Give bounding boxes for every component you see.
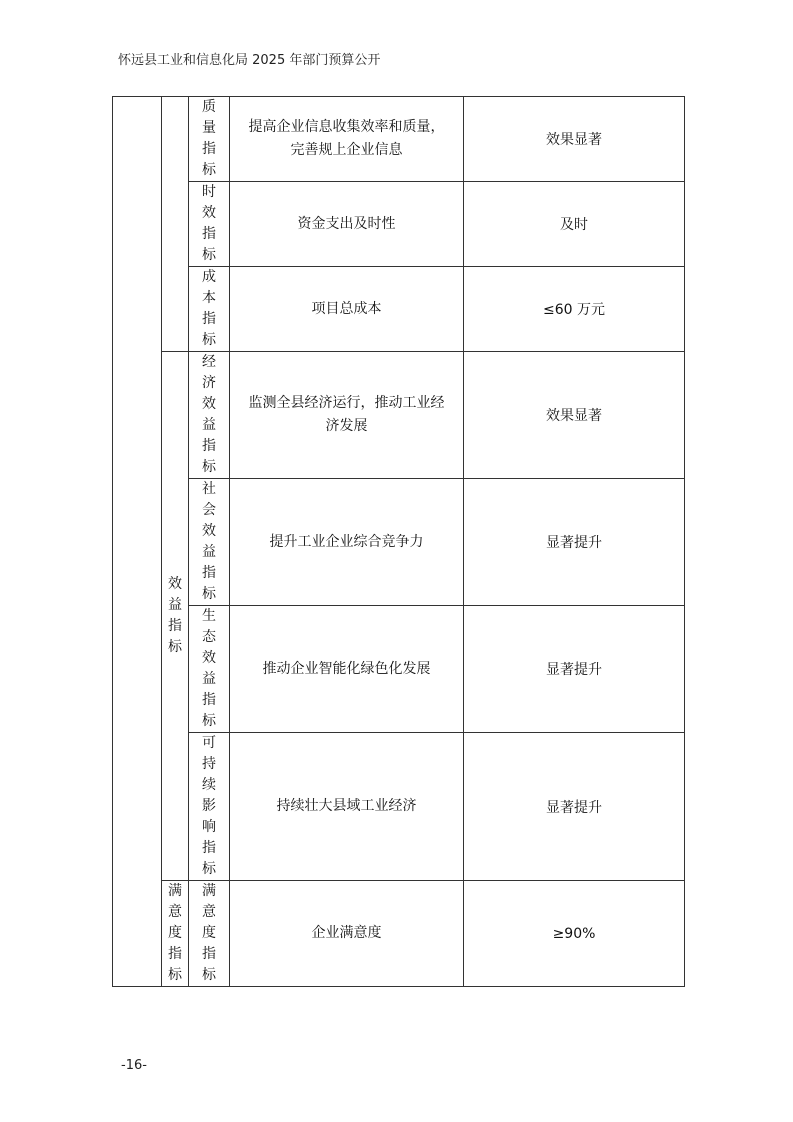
indicator-label: 质量指标 <box>202 99 216 178</box>
value-cell: 及时 <box>464 182 685 267</box>
content-text: 提升工业企业综合竞争力 <box>269 533 424 550</box>
value-cell: 显著提升 <box>464 733 685 881</box>
content-cell <box>230 352 464 479</box>
content-cell <box>230 479 464 606</box>
value-cell: ≥90% <box>464 881 685 987</box>
value-cell: 效果显著 <box>464 97 685 182</box>
level2-cell <box>162 352 189 881</box>
content-cell <box>230 606 464 733</box>
indicator-cell <box>189 881 230 987</box>
content-cell <box>230 733 464 881</box>
content-text: 企业满意度 <box>311 925 382 941</box>
content-cell <box>230 97 464 182</box>
table-row <box>113 352 685 479</box>
table-row <box>113 479 685 606</box>
content-cell <box>230 881 464 987</box>
value-cell: ≤60 万元 <box>464 267 685 352</box>
table-row <box>113 267 685 352</box>
content-text: 推动企业智能化绿色化发展 <box>262 660 431 677</box>
table-row <box>113 606 685 733</box>
indicator-cell <box>189 733 230 881</box>
value-cell: 显著提升 <box>464 606 685 733</box>
table-row <box>113 881 685 987</box>
value-cell: 效果显著 <box>464 352 685 479</box>
content-text: 持续壮大县域工业经济 <box>276 798 417 814</box>
content-cell <box>230 182 464 267</box>
indicator-cell <box>189 97 230 182</box>
indicator-label: 可持续影响指标 <box>202 735 216 877</box>
level2-label: 效益指标 <box>168 576 182 655</box>
level2-label: 满意度指标 <box>168 883 182 983</box>
content-text: 提高企业信息收集效率和质量，完善规上企业信息 <box>248 119 445 158</box>
performance-indicator-table <box>112 96 685 987</box>
table-row <box>113 97 685 182</box>
indicator-cell <box>189 182 230 267</box>
level2-cell <box>162 97 189 352</box>
indicator-label: 社会效益指标 <box>202 481 216 602</box>
page-number: -16- <box>121 1058 147 1073</box>
indicator-cell <box>189 352 230 479</box>
table-row <box>113 182 685 267</box>
content-text: 资金支出及时性 <box>297 215 396 232</box>
level1-cell <box>113 97 162 987</box>
content-text: 项目总成本 <box>311 300 382 317</box>
indicator-label: 满意度指标 <box>202 883 216 983</box>
indicator-cell <box>189 267 230 352</box>
indicator-label: 经济效益指标 <box>202 354 216 475</box>
content-cell <box>230 267 464 352</box>
level2-cell <box>162 881 189 987</box>
page-header: 怀远县工业和信息化局 2025 年部门预算公开 <box>118 53 381 68</box>
indicator-label: 时效指标 <box>202 184 216 263</box>
indicator-cell <box>189 606 230 733</box>
value-cell: 显著提升 <box>464 479 685 606</box>
table-row <box>113 733 685 881</box>
indicator-label: 成本指标 <box>202 269 216 348</box>
indicator-cell <box>189 479 230 606</box>
content-text: 监测全县经济运行，推动工业经济发展 <box>248 395 445 434</box>
indicator-label: 生态效益指标 <box>202 608 216 729</box>
